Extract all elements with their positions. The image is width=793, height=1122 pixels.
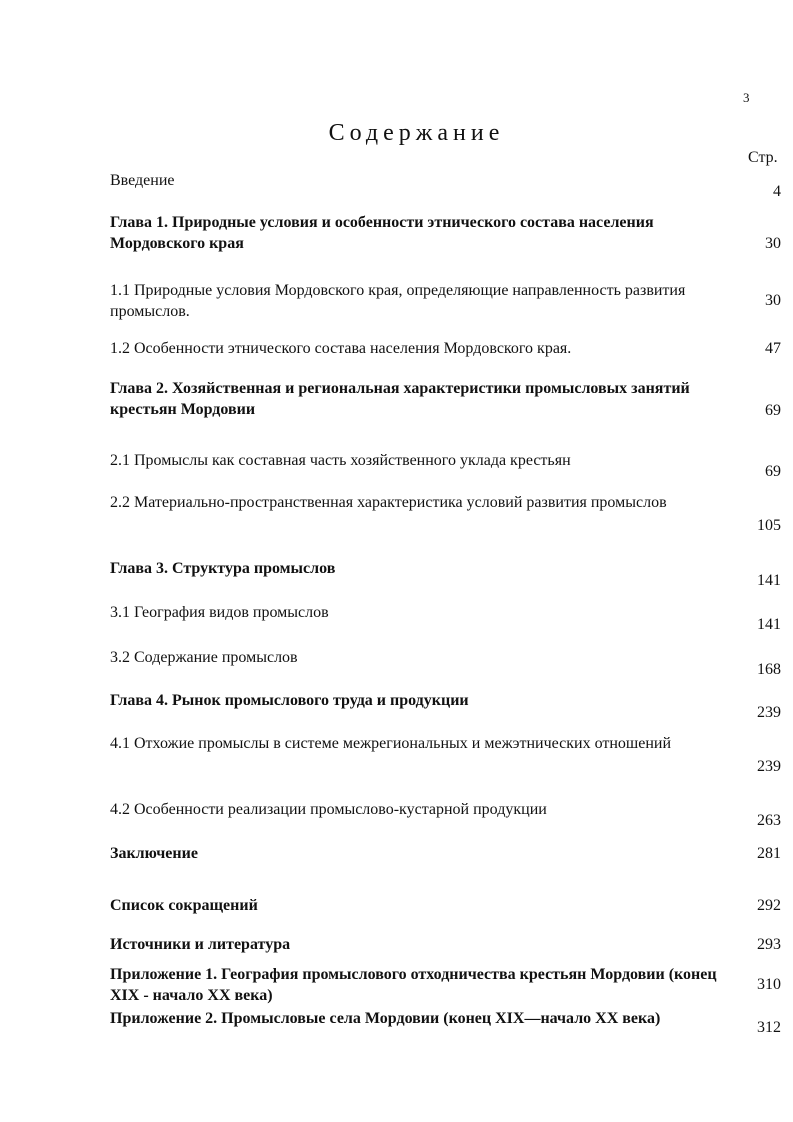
toc-page-section-1-1: 30	[765, 292, 781, 309]
toc-page-chapter-3: 141	[757, 572, 781, 589]
toc-entry-section-4-1: 4.1 Отхожие промыслы в системе межрегиональных и межэтнических отношений	[110, 735, 672, 752]
toc-page-appendix-2: 312	[757, 1019, 781, 1036]
toc-entry-sources: Источники и литература	[110, 936, 291, 953]
toc-entry-conclusion: Заключение	[110, 845, 198, 862]
toc-entry-section-3-1: 3.1 География видов промыслов	[110, 604, 329, 621]
toc-page-intro: 4	[773, 183, 781, 200]
toc-page-section-3-1: 141	[757, 616, 781, 633]
toc-entry-appendix-1: Приложение 1. География промыслового отходничества крестьян Мордовии (конец XIX - начало XX века)	[110, 966, 717, 1004]
toc-page-section-3-2: 168	[757, 661, 781, 678]
toc-entry-chapter-1: Глава 1. Природные условия и особенности этнического состава населения Мордовского края	[110, 214, 654, 252]
toc-entry-section-1-1: 1.1 Природные условия Мордовского края, определяющие направленность развития промыслов.	[110, 282, 686, 320]
page-number: 3	[743, 90, 750, 105]
toc-entry-section-4-2: 4.2 Особенности реализации промыслово-кустарной продукции	[110, 801, 547, 818]
toc-page-section-4-2: 263	[757, 812, 781, 829]
toc-entry-section-1-2: 1.2 Особенности этнического состава населения Мордовского края.	[110, 340, 572, 357]
toc-entry-abbreviations: Список сокращений	[110, 897, 258, 914]
toc-page-section-1-2: 47	[765, 340, 781, 357]
toc-entry-section-3-2: 3.2 Содержание промыслов	[110, 649, 298, 666]
toc-page-conclusion: 281	[757, 845, 781, 862]
toc-entry-section-2-1: 2.1 Промыслы как составная часть хозяйственного уклада крестьян	[110, 452, 571, 469]
toc-page-section-2-1: 69	[765, 463, 781, 480]
toc-page-sources: 293	[757, 936, 781, 953]
toc-entry-chapter-3: Глава 3. Структура промыслов	[110, 560, 336, 577]
toc-entry-intro: Введение	[110, 172, 175, 189]
toc-page-section-2-2: 105	[757, 517, 781, 534]
toc-page-chapter-1: 30	[765, 235, 781, 252]
toc-page-chapter-2: 69	[765, 402, 781, 419]
toc-entry-section-2-2: 2.2 Материально-пространственная характеристика условий развития промыслов	[110, 494, 667, 511]
toc-page-section-4-1: 239	[757, 758, 781, 775]
page-column-header: Стр.	[748, 149, 778, 166]
toc-page-appendix-1: 310	[757, 976, 781, 993]
page-title: Содержание	[328, 120, 505, 146]
toc-entry-chapter-2: Глава 2. Хозяйственная и региональная характеристики промысловых занятий крестьян Мордовии	[110, 380, 690, 418]
toc-entry-chapter-4: Глава 4. Рынок промыслового труда и продукции	[110, 692, 469, 709]
toc-page-chapter-4: 239	[757, 704, 781, 721]
toc-entry-appendix-2: Приложение 2. Промысловые села Мордовии (конец XIX—начало XX века)	[110, 1010, 661, 1027]
toc-page-abbreviations: 292	[757, 897, 781, 914]
